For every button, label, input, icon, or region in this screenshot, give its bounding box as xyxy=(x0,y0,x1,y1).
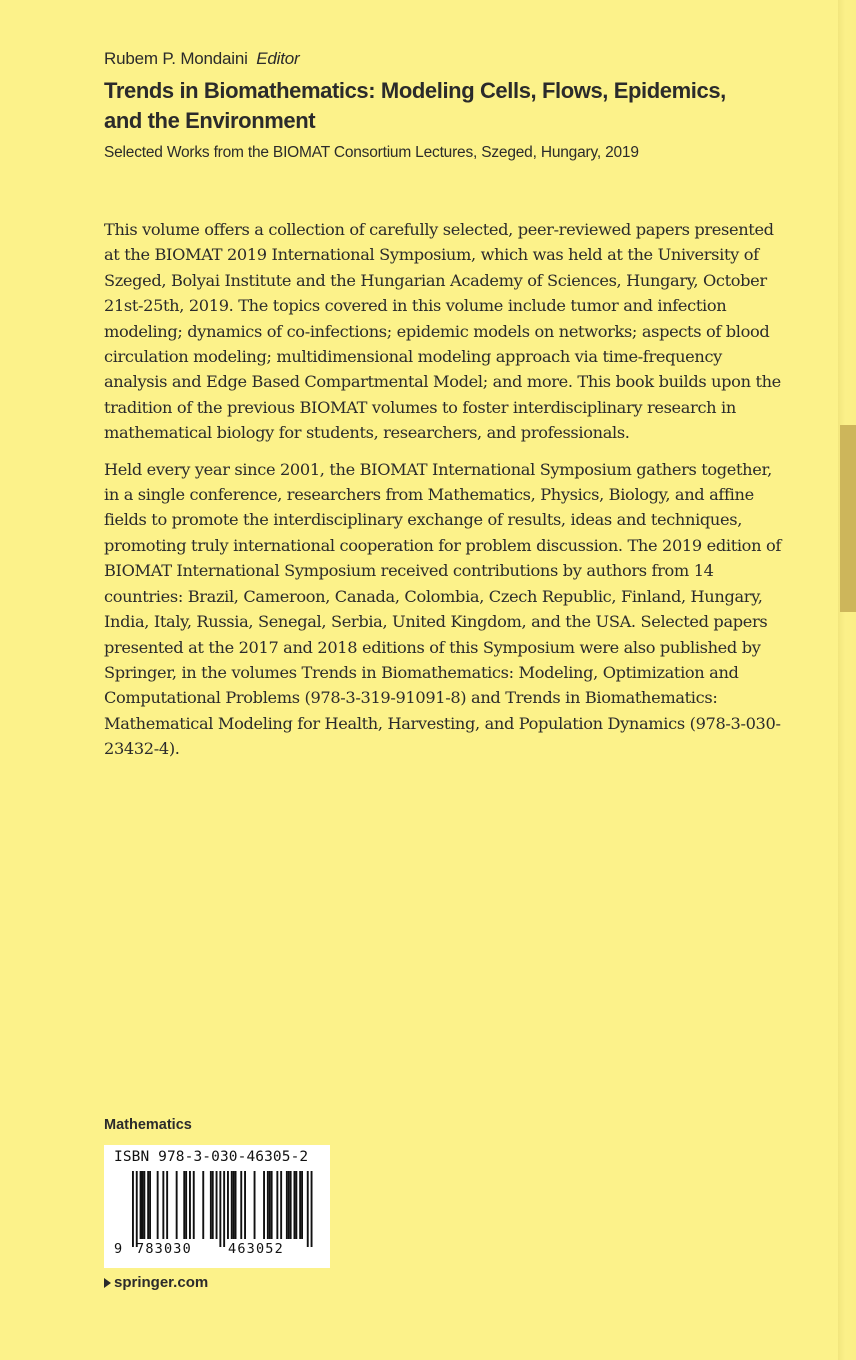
barcode-guard-bar xyxy=(311,1171,313,1247)
barcode-bar xyxy=(176,1171,178,1239)
barcode-bar xyxy=(231,1171,233,1239)
barcode-bar xyxy=(193,1171,195,1239)
ean-first-digit: 9 xyxy=(114,1241,123,1257)
barcode-bar xyxy=(235,1171,237,1239)
ean-left-group: 783030 xyxy=(136,1241,192,1257)
barcode-guard-bar xyxy=(219,1171,221,1247)
barcode-bar xyxy=(143,1171,145,1239)
arrow-right-icon xyxy=(104,1278,111,1288)
barcode-guard-bar xyxy=(136,1171,138,1247)
barcode-bar xyxy=(142,1171,144,1239)
barcode-bar xyxy=(294,1171,296,1239)
barcode-guard-bar xyxy=(307,1171,309,1247)
subject-label: Mathematics xyxy=(104,1117,192,1133)
barcode-bar xyxy=(299,1171,301,1239)
barcode-bar xyxy=(240,1171,242,1239)
editor-name: Rubem P. Mondaini xyxy=(104,49,248,68)
barcode-guard-bar xyxy=(223,1171,225,1247)
barcode-bar xyxy=(290,1171,292,1239)
isbn-text: ISBN 978-3-030-46305-2 xyxy=(114,1149,309,1165)
barcode-bar xyxy=(227,1171,229,1239)
editor-role: Editor xyxy=(256,49,300,68)
book-spine xyxy=(838,0,856,1360)
book-header xyxy=(104,48,824,164)
barcode-bar xyxy=(185,1171,187,1239)
barcode-bar xyxy=(210,1171,212,1239)
book-title-line-2: and the Environment xyxy=(104,108,316,133)
barcode-bar xyxy=(269,1171,271,1239)
ean-right-group: 463052 xyxy=(228,1241,284,1257)
barcode-bar xyxy=(149,1171,151,1239)
spine-color-marker xyxy=(840,425,856,612)
barcode-bar xyxy=(147,1171,149,1239)
barcode-bar xyxy=(183,1171,185,1239)
book-subtitle: Selected Works from the BIOMAT Consortium Lectures, Szeged, Hungary, 2019 xyxy=(104,144,639,161)
barcode-guard-bar xyxy=(132,1171,134,1247)
book-title-line-1: Trends in Biomathematics: Modeling Cells, Flows, Epidemics, xyxy=(104,78,726,103)
barcode-bar xyxy=(263,1171,265,1239)
barcode-bar xyxy=(166,1171,168,1239)
barcode-bar xyxy=(280,1171,282,1239)
blurb xyxy=(104,217,784,773)
barcode-bar xyxy=(162,1171,164,1239)
barcode-bar xyxy=(212,1171,214,1239)
publisher-website[interactable] xyxy=(104,1274,208,1291)
barcode-bar xyxy=(288,1171,290,1239)
barcode-bar xyxy=(286,1171,288,1239)
barcode-bar xyxy=(202,1171,204,1239)
publisher-website-text: springer.com xyxy=(114,1274,209,1291)
barcode-bar xyxy=(276,1171,278,1239)
barcode-bar xyxy=(157,1171,159,1239)
barcode-bar xyxy=(216,1171,218,1239)
barcode-bar xyxy=(233,1171,235,1239)
barcode-bar xyxy=(295,1171,297,1239)
blurb-paragraph-2: Held every year since 2001, the BIOMAT International Symposium gathers together, in a single conference, researchers from Mathematics, Physics, Biology, and affine fields to promote the interdisciplinary exchange of results, ideas and techniques, promoting truly international cooperation for problem discussion. The 2019 edition of BIOMAT International Symposium received contributions by authors from 14 countries: Brazil, Cameroon, Canada, Colombia, Czech Republic, Finland, Hungary, India, Italy, Russia, Senegal, Serbia, United Kingdom, and the USA. Selected papers presented at the 2017 and 2018 editions of this Symposium were also published by Springer, in the volumes Trends in Biomathematics: Modeling, Optimization and Computational Problems (978-3-319-91091-8) and Trends in Biomathematics: Mathematical Modeling for Health, Harvesting, and Population Dynamics (978-3-030-23432-4). xyxy=(104,459,781,759)
barcode-bar xyxy=(254,1171,256,1239)
barcode-bar xyxy=(140,1171,142,1239)
barcode-bar xyxy=(271,1171,273,1239)
blurb-paragraph-1: This volume offers a collection of carefully selected, peer-reviewed papers presented at the BIOMAT 2019 International Symposium, which was held at the University of Szeged, Bolyai Institute and the Hungarian Academy of Sciences, Hungary, October 21st-25th, 2019. The topics covered in this volume include tumor and infection modeling; dynamics of co-infections; epidemic models on networks; aspects of blood circulation modeling; multidimensional modeling approach via time-frequency analysis and Edge Based Compartmental Model; and more. This book builds upon the tradition of the previous BIOMAT volumes to foster interdisciplinary research in mathematical biology for students, researchers, and professionals. xyxy=(104,220,781,443)
editor-line xyxy=(104,48,824,70)
isbn-barcode xyxy=(104,1145,330,1268)
book-title xyxy=(104,76,824,136)
barcode-bar xyxy=(244,1171,246,1239)
barcode-bar xyxy=(267,1171,269,1239)
barcode-bar xyxy=(301,1171,303,1239)
barcode-bar xyxy=(189,1171,191,1239)
